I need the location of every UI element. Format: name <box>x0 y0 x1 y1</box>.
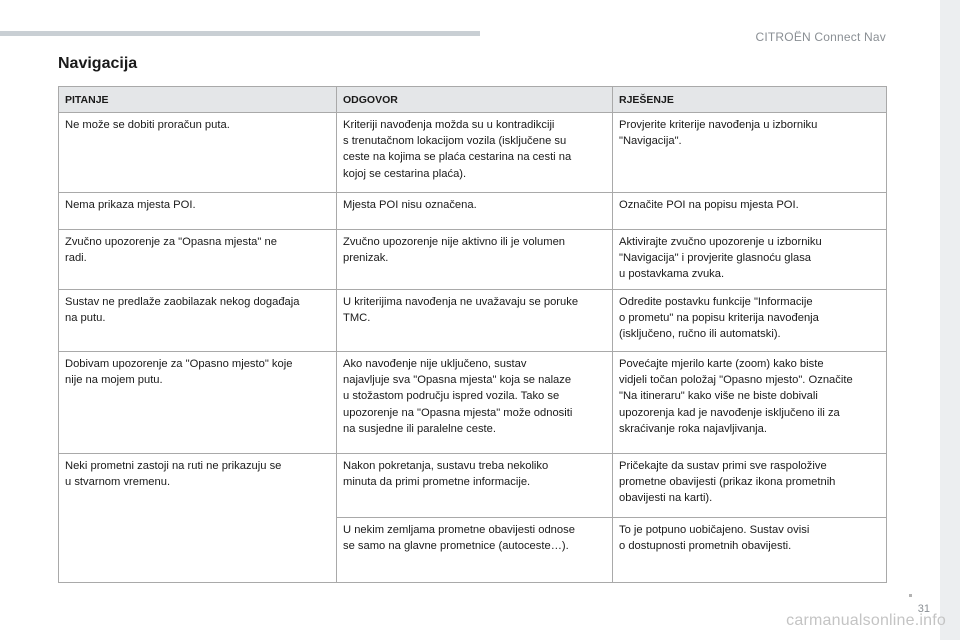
page-number: 31 <box>917 603 930 615</box>
cell-text: Odredite postavku funkcije "Informacije o prometu" na popisu kriterija navođenja (isključeno, ručno ili automatski). <box>619 296 819 341</box>
cell-text: Ako navođenje nije uključeno, sustav najavljuje sva "Opasna mjesta" koja se nalaze u stožastom području ispred vozila. Tako se upozorenje na "Opasna mjesta" može odnositi na susjedne ili paralelne ceste. <box>343 358 573 435</box>
answer-cell <box>337 290 613 352</box>
cell-text: Neki prometni zastoji na ruti ne prikazuju se u stvarnom vremenu. <box>65 460 282 489</box>
solution-cell <box>613 193 887 230</box>
answer-cell <box>337 193 613 230</box>
cell-text: Zvučno upozorenje nije aktivno ili je volumen prenizak. <box>343 236 566 265</box>
solution-cell <box>613 230 887 290</box>
solution-cell <box>613 113 887 193</box>
footer-bullet <box>909 594 912 597</box>
answer-cell <box>337 352 613 454</box>
cell-text: U kriterijima navođenja ne uvažavaju se poruke TMC. <box>343 296 579 325</box>
question-cell <box>59 193 337 230</box>
answer-cell <box>337 113 613 193</box>
solution-cell <box>613 454 887 518</box>
cell-text: Aktivirajte zvučno upozorenje u izborniku "Navigacija" i provjerite glasnoću glasa u postavkama zvuka. <box>619 236 822 281</box>
table-row <box>59 352 887 454</box>
table-row <box>59 290 887 352</box>
question-cell <box>59 230 337 290</box>
cell-text: U nekim zemljama prometne obavijesti odnose se samo na glavne prometnice (autoceste…). <box>343 524 575 553</box>
cell-text: Ne može se dobiti proračun puta. <box>65 119 230 131</box>
question-cell <box>59 454 337 583</box>
cell-text: Zvučno upozorenje za "Opasna mjesta" ne radi. <box>65 236 277 265</box>
question-cell <box>59 290 337 352</box>
column-header-question: PITANJE <box>59 87 337 113</box>
cell-text: Mjesta POI nisu označena. <box>343 199 477 211</box>
watermark-text: carmanualsonline.info <box>786 612 946 629</box>
table-header-row <box>59 87 887 113</box>
cell-text: Provjerite kriterije navođenja u izborniku "Navigacija". <box>619 119 818 148</box>
column-header-solution: RJEŠENJE <box>613 87 887 113</box>
table-row <box>59 193 887 230</box>
answer-cell <box>337 518 613 583</box>
cell-text: Povećajte mjerilo karte (zoom) kako biste vidjeli točan položaj "Opasno mjesto". Označite "Na itineraru" kako više ne biste dobivali upozorenja kad je navođenje isključeno ili za skraćivanje roka najavljivanja. <box>619 358 853 435</box>
question-cell <box>59 352 337 454</box>
section-title: Navigacija <box>58 55 138 72</box>
solution-cell <box>613 518 887 583</box>
table-row <box>59 113 887 193</box>
brand-label: CITROËN Connect Nav <box>755 30 886 44</box>
solution-cell <box>613 290 887 352</box>
page-side-strip <box>940 0 960 640</box>
cell-text: Označite POI na popisu mjesta POI. <box>619 199 799 211</box>
answer-cell <box>337 454 613 518</box>
table-row <box>59 454 887 518</box>
question-cell <box>59 113 337 193</box>
cell-text: Sustav ne predlaže zaobilazak nekog događaja na putu. <box>65 296 300 325</box>
solution-cell <box>613 352 887 454</box>
header-rule <box>0 31 480 36</box>
table-row <box>59 230 887 290</box>
cell-text: Dobivam upozorenje za "Opasno mjesto" koje nije na mojem putu. <box>65 358 293 387</box>
troubleshooting-table <box>58 86 887 583</box>
cell-text: Nema prikaza mjesta POI. <box>65 199 196 211</box>
answer-cell <box>337 230 613 290</box>
column-header-answer: ODGOVOR <box>337 87 613 113</box>
cell-text: Pričekajte da sustav primi sve raspoložive prometne obavijesti (prikaz ikona prometnih obavijesti na karti). <box>619 460 836 505</box>
cell-text: Nakon pokretanja, sustavu treba nekoliko minuta da primi prometne informacije. <box>343 460 549 489</box>
cell-text: To je potpuno uobičajeno. Sustav ovisi o dostupnosti prometnih obavijesti. <box>619 524 810 553</box>
cell-text: Kriteriji navođenja možda su u kontradikciji s trenutačnom lokacijom vozila (isključene su ceste na kojima se plaća cestarina na cesti na kojoj se cestarina plaća). <box>343 119 572 180</box>
